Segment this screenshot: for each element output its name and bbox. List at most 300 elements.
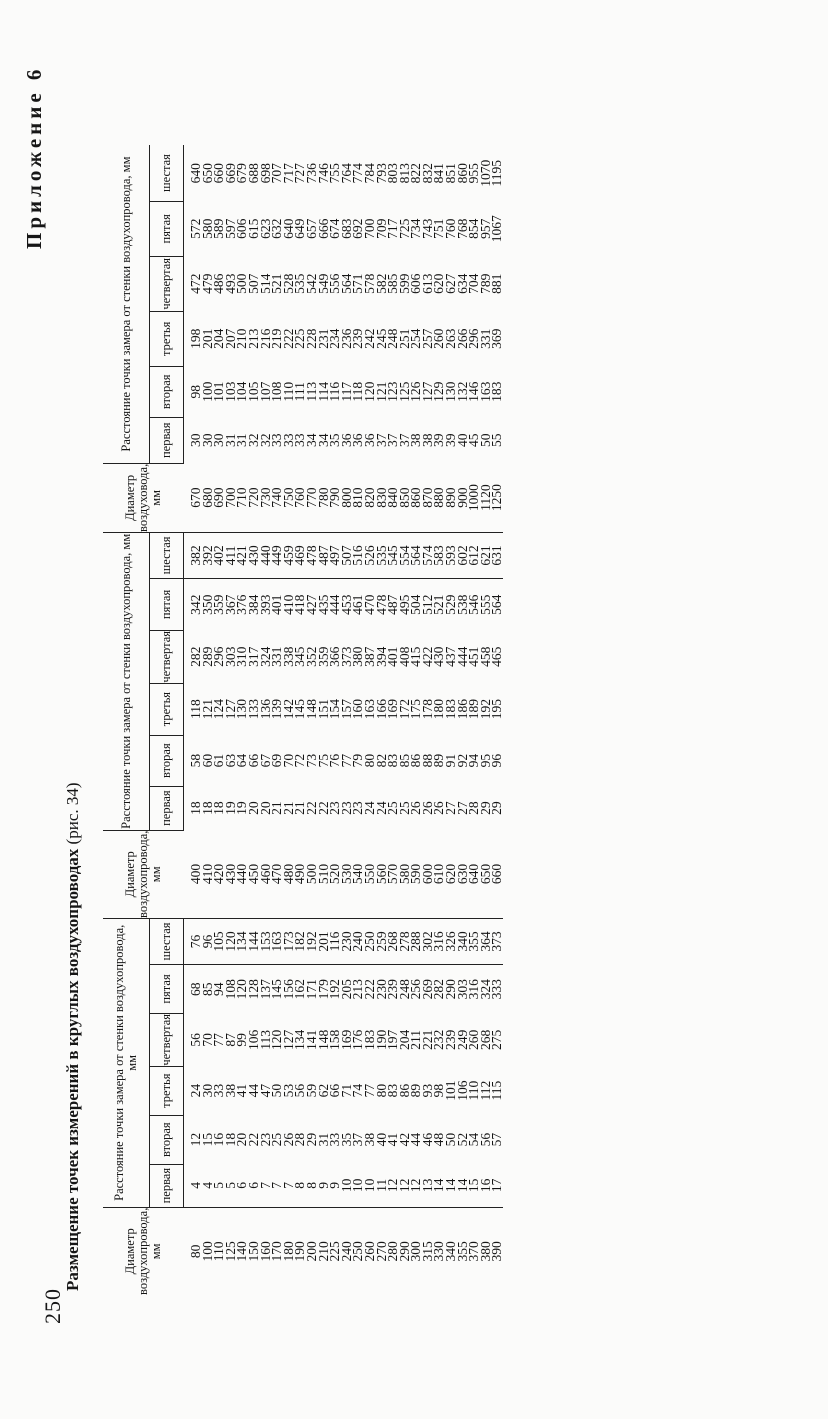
point-header: вторая — [150, 735, 184, 786]
point-header: вторая — [150, 366, 184, 417]
distance-cell: 755 — [327, 163, 343, 184]
distance-cell: 121 — [373, 381, 389, 402]
distance-cell: 36 — [361, 433, 377, 448]
distance-cell: 411 — [225, 532, 237, 578]
distance-cell: 36 — [350, 433, 366, 448]
distance-cell: 20 — [234, 1132, 250, 1147]
diameter-cell: 820 — [361, 487, 377, 508]
distance-cell: 259 — [376, 918, 388, 964]
distance-cell: 249 — [454, 1029, 470, 1050]
diameter-cell: 125 — [225, 1207, 237, 1295]
distance-cell: 310 — [234, 646, 250, 667]
distance-cell: 201 — [199, 328, 215, 349]
distance-cell: 248 — [399, 964, 411, 1013]
distance-cell: 120 — [225, 918, 237, 964]
distance-cell: 564 — [491, 578, 503, 630]
distance-cell: 364 — [480, 918, 492, 964]
diameter-cell: 260 — [364, 1207, 376, 1295]
distance-cell: 743 — [419, 218, 435, 239]
point-header: вторая — [150, 1115, 184, 1164]
distance-cell: 36 — [338, 433, 354, 448]
distance-cell: 599 — [396, 273, 412, 294]
distance-cell: 15 — [199, 1132, 215, 1147]
distance-cell: 195 — [489, 699, 505, 720]
distance-cell: 204 — [211, 328, 227, 349]
distance-cell: 512 — [422, 578, 434, 630]
distance-cell: 4 — [199, 1182, 215, 1189]
distance-cell: 169 — [338, 1029, 354, 1050]
distance-cell: 127 — [419, 381, 435, 402]
distance-cell: 176 — [350, 1029, 366, 1050]
diameter-cell: 290 — [399, 1207, 411, 1295]
distance-cell: 37 — [396, 433, 412, 448]
distance-cell: 45 — [466, 433, 482, 448]
distance-cell: 239 — [443, 1029, 459, 1050]
diameter-cell: 670 — [187, 487, 203, 508]
distance-cell: 116 — [327, 381, 343, 402]
distance-cell: 263 — [443, 328, 459, 349]
table-row — [329, 145, 341, 1295]
distance-cell: 384 — [248, 578, 260, 630]
distance-cell: 12 — [188, 1132, 203, 1147]
distance-cell: 73 — [303, 753, 319, 768]
diameter-cell: 490 — [292, 863, 308, 885]
distance-cell: 94 — [466, 753, 482, 768]
distance-cell: 289 — [199, 646, 215, 667]
distance-cell: 148 — [303, 699, 319, 720]
table-row — [260, 145, 272, 1295]
point-header: пятая — [150, 578, 184, 630]
distance-cell: 545 — [387, 532, 399, 578]
distance-cell: 125 — [396, 381, 412, 402]
diameter-cell: 660 — [489, 863, 505, 885]
distance-cell: 145 — [292, 699, 308, 720]
distance-cell: 717 — [280, 163, 296, 184]
diameter-cell: 860 — [408, 487, 424, 508]
distance-cell: 620 — [431, 273, 447, 294]
distance-cell: 82 — [373, 753, 389, 768]
point-header: пятая — [150, 964, 184, 1013]
diameter-cell: 450 — [245, 863, 261, 885]
distance-cell: 106 — [245, 1029, 261, 1050]
distance-cell: 171 — [306, 964, 318, 1013]
distance-cell: 129 — [431, 381, 447, 402]
distance-cell: 210 — [234, 328, 250, 349]
diameter-cell: 110 — [213, 1207, 225, 1295]
diameter-cell: 870 — [419, 487, 435, 508]
distance-cell: 955 — [466, 163, 482, 184]
diameter-cell: 840 — [385, 487, 401, 508]
distance-cell: 268 — [477, 1029, 493, 1050]
distance-cell: 41 — [234, 1083, 250, 1098]
distance-cell: 650 — [199, 163, 215, 184]
distance-cell: 251 — [396, 328, 412, 349]
appendix-label: Приложение 6 — [22, 65, 46, 249]
distance-cell: 94 — [213, 964, 225, 1013]
distance-cell: 725 — [396, 218, 412, 239]
distance-cell: 180 — [431, 699, 447, 720]
distance-cell: 554 — [399, 532, 411, 578]
distance-cell: 497 — [329, 532, 341, 578]
diameter-cell: 550 — [361, 863, 377, 885]
diameter-cell: 370 — [468, 1207, 480, 1295]
diameter-cell: 600 — [419, 863, 435, 885]
distance-cell: 23 — [257, 1132, 273, 1147]
distance-cell: 63 — [222, 753, 238, 768]
distance-cell: 851 — [443, 163, 459, 184]
distance-cell: 621 — [480, 532, 492, 578]
distance-cell: 282 — [188, 646, 203, 667]
distance-cell: 1067 — [489, 215, 505, 243]
distance-cell: 317 — [245, 646, 261, 667]
distance-cell: 495 — [399, 578, 411, 630]
distance-cell: 239 — [387, 964, 399, 1013]
distance-cell: 88 — [419, 753, 435, 768]
table-row — [271, 145, 283, 1295]
distance-cell: 269 — [422, 964, 434, 1013]
distance-cell: 465 — [489, 646, 505, 667]
table-row — [294, 145, 306, 1295]
distance-cell: 183 — [443, 699, 459, 720]
distance-cell: 342 — [184, 578, 202, 630]
distance-cell: 118 — [350, 381, 366, 402]
distance-cell: 89 — [431, 753, 447, 768]
distance-cell: 113 — [303, 381, 319, 402]
distance-cell: 192 — [306, 918, 318, 964]
distance-cell: 70 — [280, 753, 296, 768]
diameter-cell: 730 — [257, 487, 273, 508]
distance-cell: 160 — [350, 699, 366, 720]
distance-cell: 98 — [188, 385, 203, 399]
distance-cell: 387 — [361, 646, 377, 667]
distance-cell: 33 — [327, 1132, 343, 1147]
distance-cell: 172 — [396, 699, 412, 720]
diameter-cell: 140 — [236, 1207, 248, 1295]
distance-cell: 380 — [350, 646, 366, 667]
distance-cell: 421 — [236, 532, 248, 578]
distance-cell: 453 — [341, 578, 353, 630]
distance-cell: 29 — [489, 801, 505, 815]
distance-cell: 333 — [491, 964, 503, 1013]
distance-cell: 14 — [443, 1178, 459, 1193]
distance-cell: 77 — [211, 1033, 227, 1047]
distance-cell: 18 — [199, 801, 215, 815]
distance-cell: 612 — [468, 532, 480, 578]
diameter-header: Диаметр воздухопровода, мм — [103, 1207, 184, 1295]
distance-cell: 803 — [385, 163, 401, 184]
distance-cell: 736 — [303, 163, 319, 184]
distance-cell: 163 — [361, 699, 377, 720]
distance-cell: 660 — [211, 163, 227, 184]
distance-cell: 189 — [466, 699, 482, 720]
distance-cell: 444 — [454, 646, 470, 667]
distance-cell: 52 — [454, 1132, 470, 1147]
distance-cell: 727 — [292, 163, 308, 184]
distance-cell: 38 — [408, 433, 424, 448]
diameter-cell: 410 — [199, 863, 215, 885]
distance-cell: 42 — [396, 1132, 412, 1147]
distance-cell: 46 — [419, 1132, 435, 1147]
distance-cell: 24 — [188, 1083, 203, 1098]
distance-cell: 29 — [477, 801, 493, 815]
distance-cell: 105 — [213, 918, 225, 964]
distance-cell: 394 — [373, 646, 389, 667]
distance-cell: 35 — [338, 1132, 354, 1147]
distance-cell: 376 — [236, 578, 248, 630]
diameter-cell: 80 — [184, 1207, 202, 1295]
distance-cell: 26 — [419, 801, 435, 815]
distance-cell: 32 — [257, 433, 273, 448]
distance-cell: 15 — [466, 1178, 482, 1193]
distance-cell: 34 — [315, 433, 331, 448]
diameter-cell: 315 — [422, 1207, 434, 1295]
distance-cell: 12 — [385, 1178, 401, 1193]
distance-cell: 89 — [408, 1083, 424, 1098]
distance-cell: 615 — [245, 218, 261, 239]
distance-cell: 110 — [280, 381, 296, 402]
table-row — [364, 145, 376, 1295]
distance-cell: 352 — [303, 646, 319, 667]
distance-cell: 222 — [280, 328, 296, 349]
distance-cell: 86 — [396, 1083, 412, 1098]
distance-cell: 50 — [477, 433, 493, 448]
distance-cell: 16 — [211, 1132, 227, 1147]
table-row — [248, 145, 260, 1295]
distance-cell: 221 — [419, 1029, 435, 1050]
distance-cell: 440 — [260, 532, 272, 578]
distance-cell: 583 — [433, 532, 445, 578]
distance-cell: 25 — [396, 801, 412, 815]
distance-cell: 355 — [468, 918, 480, 964]
distance-cell: 20 — [245, 801, 261, 815]
table-title — [63, 782, 83, 1291]
diameter-cell: 850 — [396, 487, 412, 508]
distance-cell: 96 — [489, 753, 505, 768]
distance-cell: 10 — [350, 1178, 366, 1193]
distance-cell: 6 — [234, 1182, 250, 1189]
distance-cell: 87 — [222, 1033, 238, 1047]
distance-cell: 12 — [396, 1178, 412, 1193]
distance-cell: 469 — [294, 532, 306, 578]
distance-cell: 134 — [292, 1029, 308, 1050]
diameter-cell: 720 — [245, 487, 261, 508]
distance-cell: 526 — [364, 532, 376, 578]
point-header: третья — [150, 311, 184, 366]
diameter-cell: 420 — [211, 863, 227, 885]
distance-cell: 367 — [225, 578, 237, 630]
distance-cell: 74 — [350, 1083, 366, 1098]
distance-cell: 58 — [188, 753, 203, 768]
distance-cell: 18 — [222, 1132, 238, 1147]
distance-cell: 120 — [361, 381, 377, 402]
distance-cell: 240 — [352, 918, 364, 964]
distance-cell: 698 — [257, 163, 273, 184]
distance-cell: 98 — [431, 1083, 447, 1098]
distance-cell: 230 — [376, 964, 388, 1013]
diameter-cell: 620 — [443, 863, 459, 885]
diameter-cell: 150 — [248, 1207, 260, 1295]
distance-cell: 39 — [431, 433, 447, 448]
distance-cell: 331 — [477, 328, 493, 349]
distance-cell: 6 — [245, 1182, 261, 1189]
distance-cell: 79 — [350, 753, 366, 768]
distance-cell: 30 — [211, 433, 227, 448]
distance-cell: 669 — [222, 163, 238, 184]
distance-cell: 213 — [352, 964, 364, 1013]
diameter-cell: 380 — [480, 1207, 492, 1295]
distance-cell: 296 — [466, 328, 482, 349]
distance-cell: 130 — [234, 699, 250, 720]
distance-cell: 93 — [419, 1083, 435, 1098]
distance-cell: 239 — [350, 328, 366, 349]
distance-cell: 179 — [318, 964, 330, 1013]
distance-cell: 18 — [211, 801, 227, 815]
diameter-cell: 300 — [410, 1207, 422, 1295]
distance-cell: 674 — [327, 218, 343, 239]
distance-cell: 18 — [188, 801, 203, 815]
diameter-cell: 250 — [352, 1207, 364, 1295]
table-row — [318, 145, 330, 1295]
distance-cell: 504 — [410, 578, 422, 630]
distance-cell: 841 — [431, 163, 447, 184]
distance-cell: 69 — [269, 753, 285, 768]
distance-cell: 21 — [292, 801, 308, 815]
distance-cell: 117 — [338, 381, 354, 402]
diameter-cell: 440 — [234, 863, 250, 885]
diameter-cell: 710 — [234, 487, 250, 508]
diameter-cell: 770 — [303, 487, 319, 508]
diameter-cell: 900 — [454, 487, 470, 508]
distance-cell: 854 — [466, 218, 482, 239]
distance-cell: 500 — [234, 273, 250, 294]
distance-cell: 219 — [269, 328, 285, 349]
distance-cell: 26 — [280, 1132, 296, 1147]
distance-cell: 5 — [222, 1182, 238, 1189]
distance-cell: 123 — [385, 381, 401, 402]
distance-cell: 139 — [269, 699, 285, 720]
distance-cell: 408 — [396, 646, 412, 667]
distance-cell: 602 — [457, 532, 469, 578]
distance-cell: 44 — [245, 1083, 261, 1098]
distance-cell: 163 — [271, 918, 283, 964]
distance-cell: 163 — [477, 381, 493, 402]
table-row — [376, 145, 388, 1295]
header-row-points — [150, 145, 184, 1295]
distance-cell: 80 — [361, 753, 377, 768]
distance-cell: 435 — [318, 578, 330, 630]
distance-cell: 44 — [408, 1132, 424, 1147]
distance-cell: 236 — [338, 328, 354, 349]
distance-cell: 7 — [257, 1182, 273, 1189]
distance-cell: 564 — [338, 273, 354, 294]
distance-cell: 1195 — [489, 160, 505, 187]
distance-cell: 192 — [329, 964, 341, 1013]
diameter-cell: 190 — [294, 1207, 306, 1295]
distance-cell: 20 — [257, 801, 273, 815]
distance-cell: 257 — [419, 328, 435, 349]
distance-cell: 478 — [376, 578, 388, 630]
diameter-cell: 590 — [408, 863, 424, 885]
distance-cell: 692 — [350, 218, 366, 239]
distance-group-header: Расстояние точки замера от стенки воздухопровода, мм — [103, 145, 150, 463]
distance-cell: 9 — [327, 1182, 343, 1189]
distance-cell: 22 — [303, 801, 319, 815]
distance-cell: 133 — [245, 699, 261, 720]
diameter-cell: 740 — [269, 487, 285, 508]
distance-cell: 186 — [454, 699, 470, 720]
distance-cell: 507 — [341, 532, 353, 578]
distance-cell: 126 — [408, 381, 424, 402]
header-row-groups — [103, 145, 150, 1295]
distance-cell: 80 — [373, 1083, 389, 1098]
distance-cell: 105 — [245, 381, 261, 402]
distance-cell: 9 — [315, 1182, 331, 1189]
point-header: шестая — [150, 918, 184, 964]
distance-cell: 30 — [199, 433, 215, 448]
distance-cell: 260 — [431, 328, 447, 349]
distance-cell: 137 — [260, 964, 272, 1013]
diameter-cell: 210 — [318, 1207, 330, 1295]
distance-cell: 266 — [454, 328, 470, 349]
distance-cell: 461 — [352, 578, 364, 630]
distance-cell: 77 — [338, 753, 354, 768]
distance-cell: 268 — [387, 918, 399, 964]
distance-cell: 66 — [327, 1083, 343, 1098]
distance-cell: 613 — [419, 273, 435, 294]
diameter-cell: 100 — [202, 1207, 214, 1295]
distance-cell: 793 — [373, 163, 389, 184]
diameter-cell: 540 — [350, 863, 366, 885]
distance-cell: 33 — [292, 433, 308, 448]
distance-cell: 211 — [408, 1029, 424, 1050]
diameter-cell: 530 — [338, 863, 354, 885]
distance-cell: 303 — [222, 646, 238, 667]
distance-cell: 10 — [361, 1178, 377, 1193]
distance-cell: 182 — [294, 918, 306, 964]
diameter-cell: 640 — [466, 863, 482, 885]
distance-cell: 192 — [477, 699, 493, 720]
distance-cell: 324 — [257, 646, 273, 667]
distance-cell: 104 — [234, 381, 250, 402]
distance-cell: 134 — [236, 918, 248, 964]
distance-cell: 37 — [385, 433, 401, 448]
distance-cell: 555 — [480, 578, 492, 630]
point-header: пятая — [150, 201, 184, 256]
table-row — [445, 145, 457, 1295]
diameter-cell: 400 — [187, 863, 203, 885]
distance-cell: 64 — [234, 753, 250, 768]
distance-cell: 881 — [489, 273, 505, 294]
distance-cell: 688 — [245, 163, 261, 184]
distance-cell: 746 — [315, 163, 331, 184]
distance-cell: 578 — [361, 273, 377, 294]
distance-cell: 231 — [315, 328, 331, 349]
distance-cell: 366 — [327, 646, 343, 667]
distance-cell: 679 — [234, 163, 250, 184]
table-row — [457, 145, 469, 1295]
distance-cell: 86 — [408, 753, 424, 768]
distance-cell: 100 — [199, 381, 215, 402]
distance-cell: 34 — [303, 433, 319, 448]
diameter-cell: 510 — [315, 863, 331, 885]
distance-cell: 50 — [269, 1083, 285, 1098]
distance-cell: 623 — [257, 218, 273, 239]
distance-cell: 709 — [373, 218, 389, 239]
distance-cell: 30 — [199, 1083, 215, 1098]
diameter-cell: 880 — [431, 487, 447, 508]
point-header: первая — [150, 1164, 184, 1207]
point-header: шестая — [150, 532, 184, 578]
